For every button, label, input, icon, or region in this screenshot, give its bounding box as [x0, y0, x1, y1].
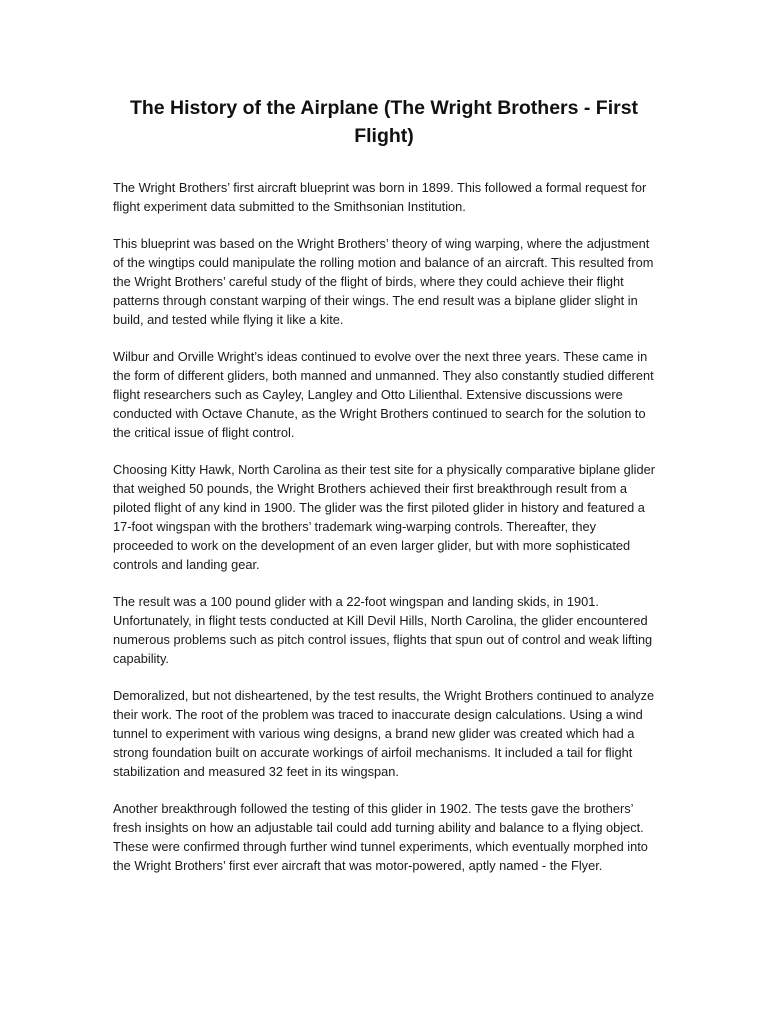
- paragraph-5: The result was a 100 pound glider with a 22-foot wingspan and landing skids, in 1901. Unfortunately, in flight tests conducted at Kill Devil Hills, North Carolina, the glider encountered numerous problems such as pitch control issues, flights that spun out of control and weak lifting capability.: [113, 594, 653, 666]
- document-body: [113, 178, 658, 893]
- paragraph-2: This blueprint was based on the Wright Brothers’ theory of wing warping, where the adjustment of the wingtips could manipulate the rolling motion and balance of an aircraft. This resulted from the Wright Brothers’ careful study of the flight of birds, where they could achieve their flight patterns through constant warping of their wings. The end result was a biplane glider slight in build, and tested while flying it like a kite.: [113, 236, 654, 327]
- paragraph-3: Wilbur and Orville Wright’s ideas continued to evolve over the next three years. These came in the form of different gliders, both manned and unmanned. They also constantly studied different flight researchers such as Cayley, Langley and Otto Lilienthal. Extensive discussions were conducted with Octave Chanute, as the Wright Brothers continued to search for the solution to the critical issue of flight control.: [113, 349, 654, 440]
- paragraph-1: The Wright Brothers’ first aircraft blueprint was born in 1899. This followed a formal request for flight experiment data submitted to the Smithsonian Institution.: [113, 180, 647, 214]
- paragraph-4: Choosing Kitty Hawk, North Carolina as their test site for a physically comparative biplane glider that weighed 50 pounds, the Wright Brothers achieved their first breakthrough result from a piloted flight of any kind in 1900. The glider was the first piloted glider in history and featured a 17-foot wingspan with the brothers’ trademark wing-warping controls. Thereafter, they proceeded to work on the development of an even larger glider, but with more sophisticated controls and landing gear.: [113, 462, 655, 572]
- paragraph-6: Demoralized, but not disheartened, by the test results, the Wright Brothers continued to analyze their work. The root of the problem was traced to inaccurate design calculations. Using a wind tunnel to experiment with various wing designs, a brand new glider was created which had a strong foundation built on accurate workings of airfoil mechanisms. It included a tail for flight stabilization and measured 32 feet in its wingspan.: [113, 688, 655, 779]
- document-title: The History of the Airplane (The Wright Brothers - First Flight): [129, 97, 639, 147]
- paragraph-7: Another breakthrough followed the testing of this glider in 1902. The tests gave the brothers’ fresh insights on how an adjustable tail could add turning ability and balance to a flying object. These were confirmed through further wind tunnel experiments, which eventually morphed into the Wright Brothers’ first ever aircraft that was motor-powered, aptly named - the Flyer.: [113, 801, 648, 873]
